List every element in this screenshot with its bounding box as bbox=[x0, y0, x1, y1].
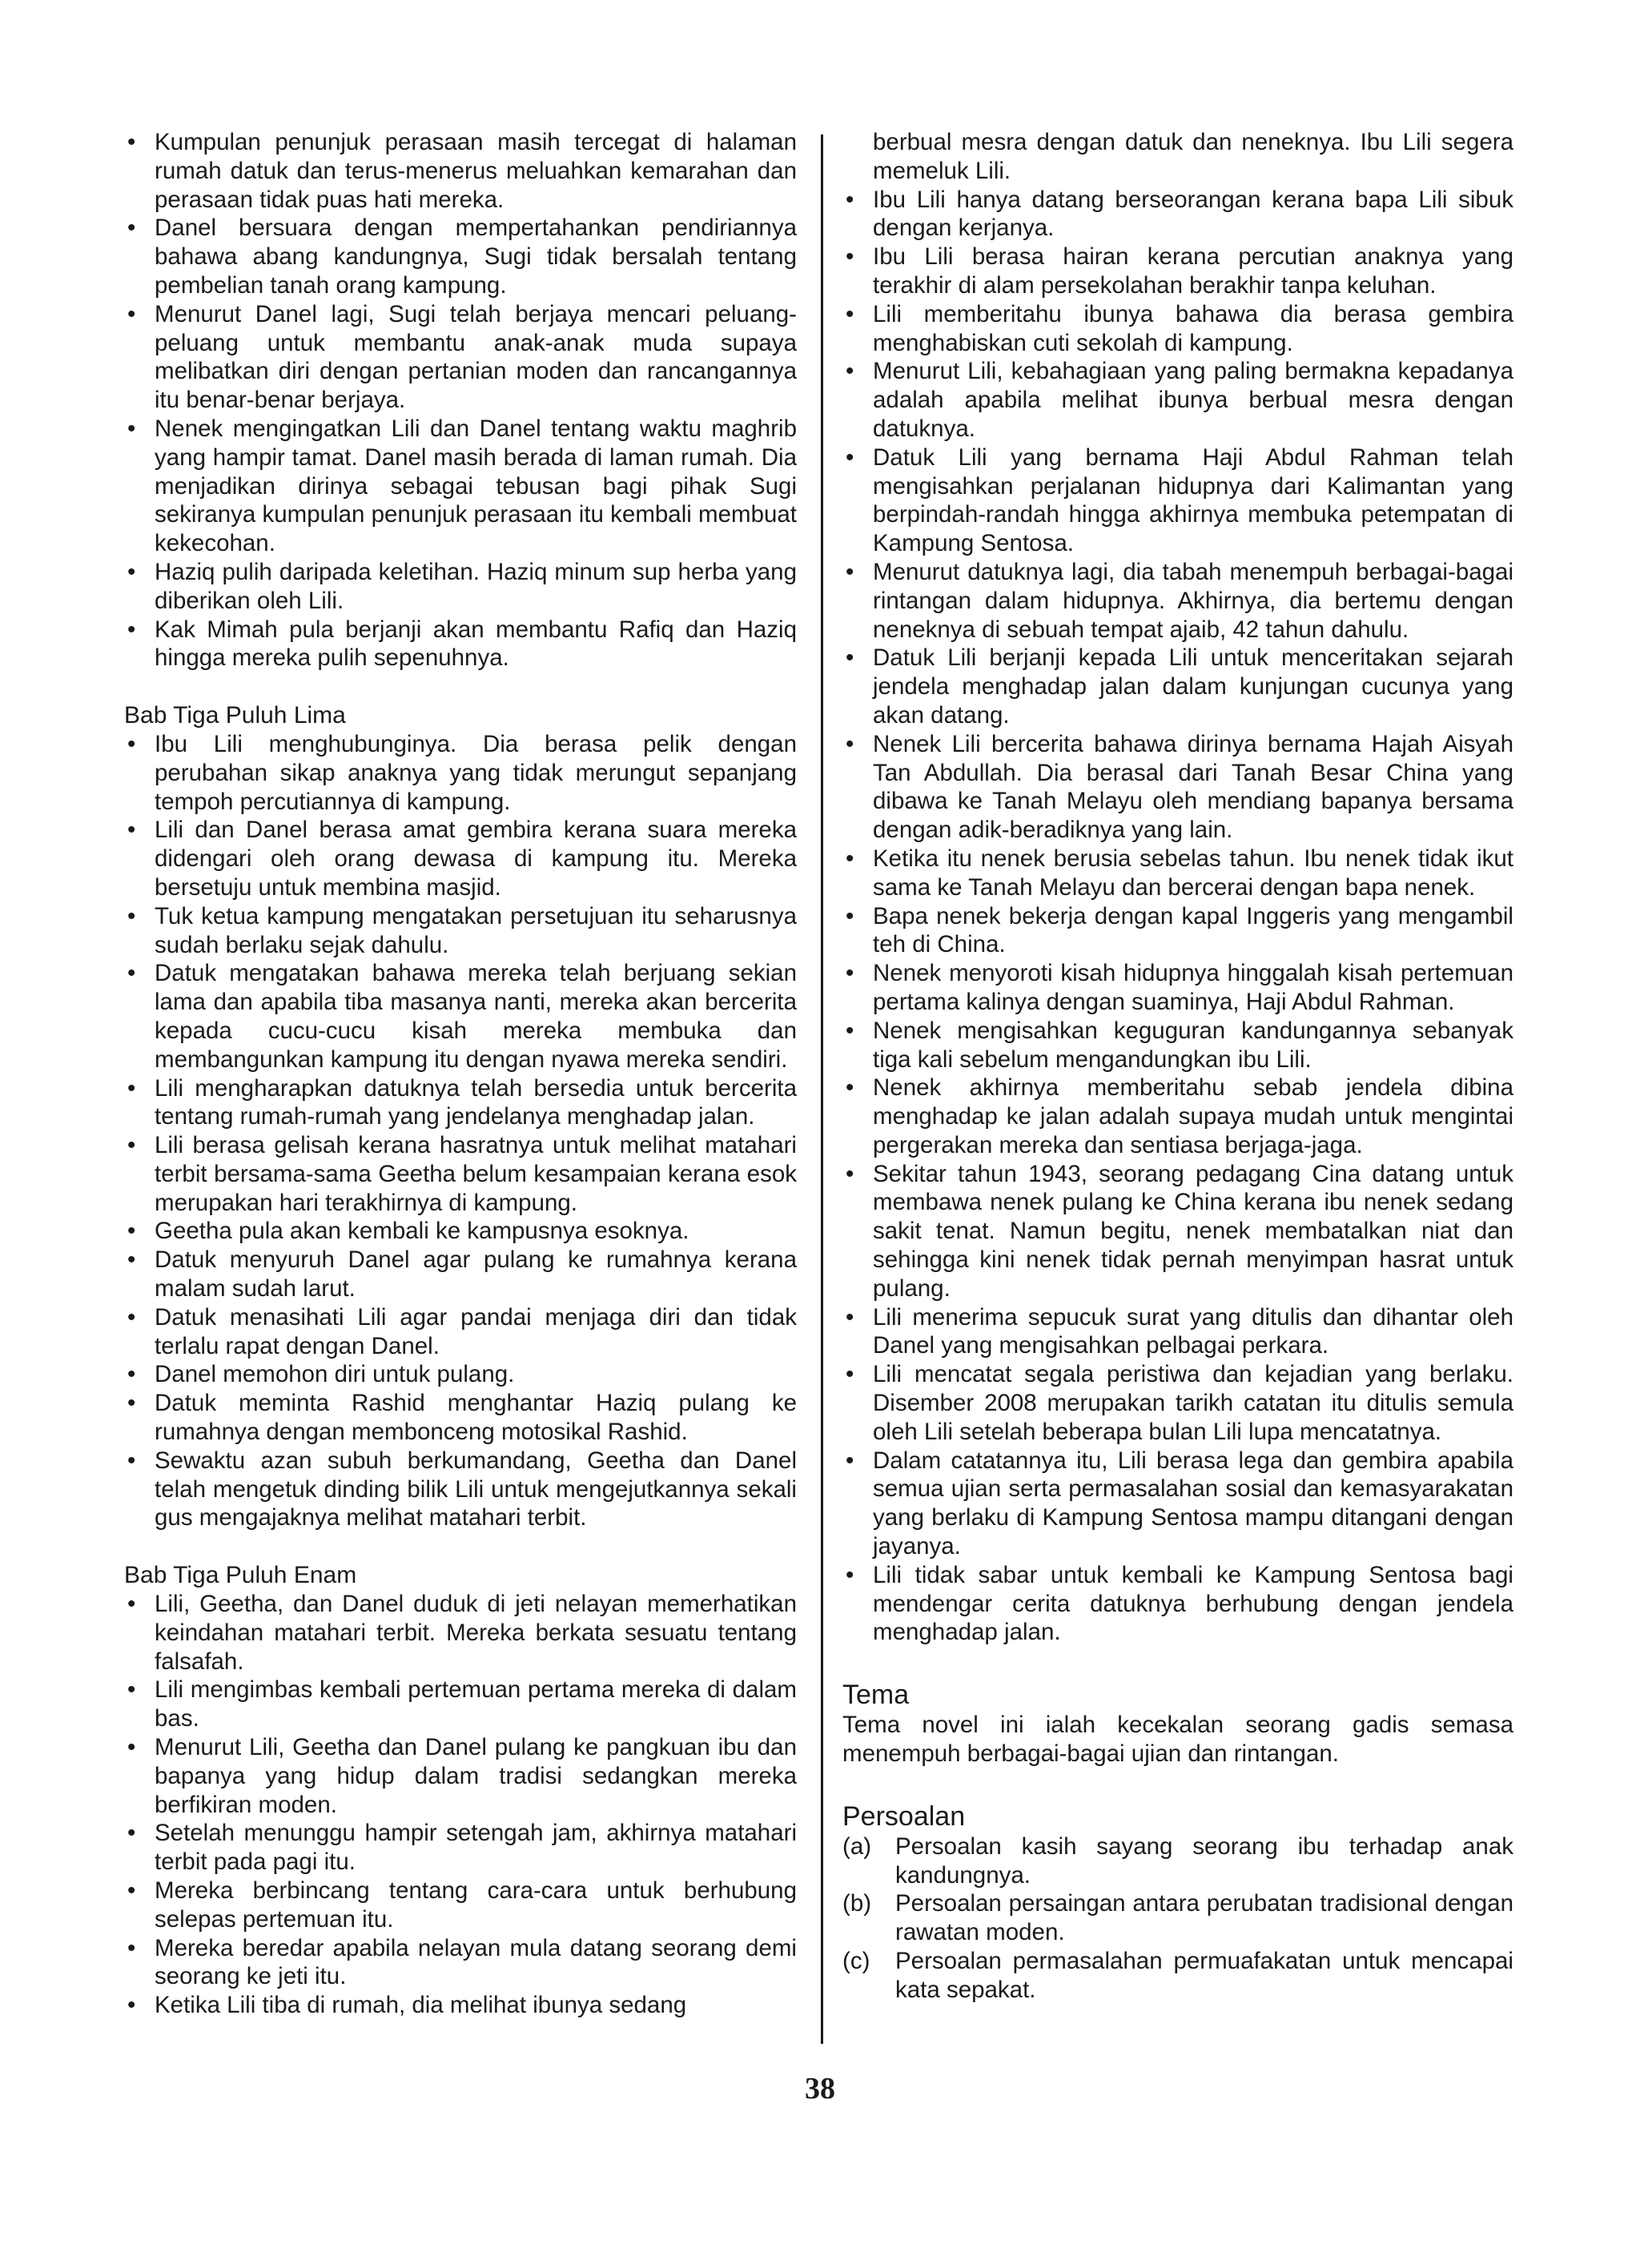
right-bullet-list bbox=[842, 186, 1513, 1648]
bullet-item: • Nenek Lili bercerita bahawa dirinya bernama Hajah Aisyah Tan Abdullah. Dia berasal dari Tanah Besar China yang dibawa ke Tanah Melayu oleh mendiang bapanya bersama dengan adik-beradiknya yang lain. bbox=[842, 730, 1513, 845]
bullet-item: • Nenek menyoroti kisah hidupnya hinggalah kisah pertemuan pertama kalinya dengan suaminya, Haji Abdul Rahman. bbox=[842, 959, 1513, 1017]
tema-heading: Tema bbox=[842, 1680, 910, 1711]
bullet-item: • Nenek mengisahkan keguguran kandungannya sebanyak tiga kali sebelum mengandungkan ibu Lili. bbox=[842, 1017, 1513, 1074]
bullet-item: • Ibu Lili hanya datang berseorangan kerana bapa Lili sibuk dengan kerjanya. bbox=[842, 186, 1513, 243]
bullet-item: • Kak Mimah pula berjanji akan membantu Rafiq dan Haziq hingga mereka pulih sepenuhnya. bbox=[124, 616, 797, 673]
bullet-item: • Dalam catatannya itu, Lili berasa lega dan gembira apabila semua ujian serta permasalahan sosial dan kemasyarakatan yang berlaku di Kampung Sentosa mampu ditangani dengan jayanya. bbox=[842, 1447, 1513, 1561]
bullet-item: • Lili berasa gelisah kerana hasratnya untuk melihat matahari terbit bersama-sama Geetha belum kesampaian kerana esok merupakan hari terakhirnya di kampung. bbox=[124, 1131, 797, 1217]
bab-35-bullet-list bbox=[124, 730, 797, 1532]
bullet-item: • Haziq pulih daripada keletihan. Haziq minum sup herba yang diberikan oleh Lili. bbox=[124, 558, 797, 616]
bullet-item: • Geetha pula akan kembali ke kampusnya esoknya. bbox=[124, 1217, 797, 1246]
bullet-item: • Lili mengharapkan datuknya telah bersedia untuk bercerita tentang rumah-rumah yang jendelanya menghadap jalan. bbox=[124, 1074, 797, 1132]
page-number: 38 bbox=[805, 2072, 835, 2105]
persoalan-item bbox=[842, 1947, 1513, 2005]
bullet-item: • Lili, Geetha, dan Danel duduk di jeti nelayan memerhatikan keindahan matahari terbit. Mereka berkata sesuatu tentang falsafah. bbox=[124, 1590, 797, 1676]
intro-bullet-list bbox=[124, 128, 797, 672]
persoalan-item bbox=[842, 1832, 1513, 1890]
bullet-item: • Nenek mengingatkan Lili dan Danel tentang waktu maghrib yang hampir tamat. Danel masih berada di laman rumah. Dia menjadikan dirinya sebagai tebusan bagi pihak Sugi sekiranya kumpulan penunjuk perasaan itu kembali membuat kekecohan. bbox=[124, 415, 797, 558]
bullet-item: • Datuk meminta Rashid menghantar Haziq pulang ke rumahnya dengan membonceng motosikal Rashid. bbox=[124, 1389, 797, 1447]
bullet-item: • Lili mengimbas kembali pertemuan pertama mereka di dalam bas. bbox=[124, 1676, 797, 1733]
bullet-item: • Menurut Lili, Geetha dan Danel pulang ke pangkuan ibu dan bapanya yang hidup dalam tradisi sedangkan mereka berfikiran moden. bbox=[124, 1733, 797, 1819]
bullet-item: • Kumpulan penunjuk perasaan masih tercegat di halaman rumah datuk dan terus-menerus meluahkan kemarahan dan perasaan tidak puas hati mereka. bbox=[124, 128, 797, 214]
bullet-item: • Setelah menunggu hampir setengah jam, akhirnya matahari terbit pada pagi itu. bbox=[124, 1819, 797, 1877]
persoalan-list bbox=[842, 1832, 1513, 2005]
bullet-item: • Sewaktu azan subuh berkumandang, Geetha dan Danel telah mengetuk dinding bilik Lili untuk mengejutkannya sekali gus mengajaknya melihat matahari terbit. bbox=[124, 1447, 797, 1532]
persoalan-item bbox=[842, 1889, 1513, 1947]
bullet-item: • Ketika Lili tiba di rumah, dia melihat ibunya sedang bbox=[124, 1991, 797, 2020]
bab-35-heading: Bab Tiga Puluh Lima bbox=[124, 702, 346, 729]
bullet-item: • Menurut datuknya lagi, dia tabah menempuh berbagai-bagai rintangan dalam hidupnya. Akhirnya, dia bertemu dengan neneknya di sebuah tempat ajaib, 42 tahun dahulu. bbox=[842, 558, 1513, 644]
bullet-item: • Sekitar tahun 1943, seorang pedagang Cina datang untuk membawa nenek pulang ke China kerana ibu nenek sedang sakit tenat. Namun begitu, nenek membatalkan niat dan sehingga kini nenek tidak pernah menyimpan hasrat untuk pulang. bbox=[842, 1160, 1513, 1303]
bullet-item: • Danel bersuara dengan mempertahankan pendiriannya bahawa abang kandungnya, Sugi tidak bersalah tentang pembelian tanah orang kampung. bbox=[124, 214, 797, 299]
persoalan-text: Persoalan persaingan antara perubatan tradisional dengan rawatan moden. bbox=[895, 1890, 1513, 1946]
bullet-item: • Nenek akhirnya memberitahu sebab jendela dibina menghadap ke jalan adalah supaya mudah untuk mengintai pergerakan mereka dan sentiasa berjaga-jaga. bbox=[842, 1074, 1513, 1159]
bullet-item: • Mereka berbincang tentang cara-cara untuk berhubung selepas pertemuan itu. bbox=[124, 1877, 797, 1934]
bullet-item: • Ibu Lili menghubunginya. Dia berasa pelik dengan perubahan sikap anaknya yang tidak merungut sepanjang tempoh percutiannya di kampung. bbox=[124, 730, 797, 816]
persoalan-marker: (a) bbox=[842, 1832, 872, 1860]
bullet-item: • Datuk menyuruh Danel agar pulang ke rumahnya kerana malam sudah larut. bbox=[124, 1246, 797, 1303]
persoalan-marker: (c) bbox=[842, 1948, 870, 1975]
bullet-item: • Lili memberitahu ibunya bahawa dia berasa gembira menghabiskan cuti sekolah di kampung. bbox=[842, 300, 1513, 358]
tema-text: Tema novel ini ialah kecekalan seorang gadis semasa menempuh berbagai-bagai ujian dan rintangan. bbox=[842, 1712, 1513, 1768]
continuation-text: berbual mesra dengan datuk dan neneknya. Ibu Lili segera memeluk Lili. bbox=[873, 129, 1513, 184]
bullet-item: • Mereka beredar apabila nelayan mula datang seorang demi seorang ke jeti itu. bbox=[124, 1934, 797, 1992]
bullet-item: • Datuk menasihati Lili agar pandai menjaga diri dan tidak terlalu rapat dengan Danel. bbox=[124, 1303, 797, 1361]
right-column bbox=[842, 128, 1513, 2005]
bullet-item: • Datuk Lili berjanji kepada Lili untuk menceritakan sejarah jendela menghadap jalan dalam kunjungan cucunya yang akan datang. bbox=[842, 644, 1513, 729]
bullet-item: • Lili menerima sepucuk surat yang ditulis dan dihantar oleh Danel yang mengisahkan pelbagai perkara. bbox=[842, 1303, 1513, 1361]
persoalan-marker: (b) bbox=[842, 1890, 872, 1917]
bullet-item: • Datuk Lili yang bernama Haji Abdul Rahman telah mengisahkan perjalanan hidupnya dari Kalimantan yang berpindah-randah hingga akhirnya membuka petempatan di Kampung Sentosa. bbox=[842, 444, 1513, 558]
bullet-item: • Menurut Danel lagi, Sugi telah berjaya mencari peluang-peluang untuk membantu anak-anak muda supaya melibatkan diri dengan pertanian moden dan rancangannya itu benar-benar berjaya. bbox=[124, 300, 797, 415]
bullet-item: • Danel memohon diri untuk pulang. bbox=[124, 1360, 797, 1389]
left-column bbox=[124, 128, 797, 2020]
bullet-item: • Lili mencatat segala peristiwa dan kejadian yang berlaku. Disember 2008 merupakan tarikh catatan itu ditulis semula oleh Lili setelah beberapa bulan Lili lupa mencatatnya. bbox=[842, 1360, 1513, 1446]
bullet-item: • Lili dan Danel berasa amat gembira kerana suara mereka didengari oleh orang dewasa di kampung itu. Mereka bersetuju untuk membina masjid. bbox=[124, 816, 797, 901]
persoalan-text: Persoalan kasih sayang seorang ibu terhadap anak kandungnya. bbox=[895, 1832, 1513, 1889]
bullet-item: • Ibu Lili berasa hairan kerana percutian anaknya yang terakhir di alam persekolahan berakhir tanpa keluhan. bbox=[842, 243, 1513, 300]
bullet-item: • Bapa nenek bekerja dengan kapal Inggeris yang mengambil teh di China. bbox=[842, 902, 1513, 960]
bab-36-heading: Bab Tiga Puluh Enam bbox=[124, 1562, 357, 1589]
bullet-item: • Lili tidak sabar untuk kembali ke Kampung Sentosa bagi mendengar cerita datuknya berhubung dengan jendela menghadap jalan. bbox=[842, 1561, 1513, 1647]
bullet-item: • Ketika itu nenek berusia sebelas tahun. Ibu nenek tidak ikut sama ke Tanah Melayu dan bercerai dengan bapa nenek. bbox=[842, 845, 1513, 902]
bab-36-bullet-list bbox=[124, 1590, 797, 2020]
bullet-item: • Datuk mengatakan bahawa mereka telah berjuang sekian lama dan apabila tiba masanya nanti, mereka akan bercerita kepada cucu-cucu kisah mereka membuka dan membangunkan kampung itu dengan nyawa mereka sendiri. bbox=[124, 959, 797, 1074]
persoalan-heading: Persoalan bbox=[842, 1800, 966, 1832]
bullet-item: • Tuk ketua kampung mengatakan persetujuan itu seharusnya sudah berlaku sejak dahulu. bbox=[124, 902, 797, 960]
column-divider bbox=[821, 134, 823, 2044]
bullet-item: • Menurut Lili, kebahagiaan yang paling bermakna kepadanya adalah apabila melihat ibunya berbual mesra dengan datuknya. bbox=[842, 357, 1513, 443]
persoalan-text: Persoalan permasalahan permuafakatan untuk mencapai kata sepakat. bbox=[895, 1948, 1513, 2003]
